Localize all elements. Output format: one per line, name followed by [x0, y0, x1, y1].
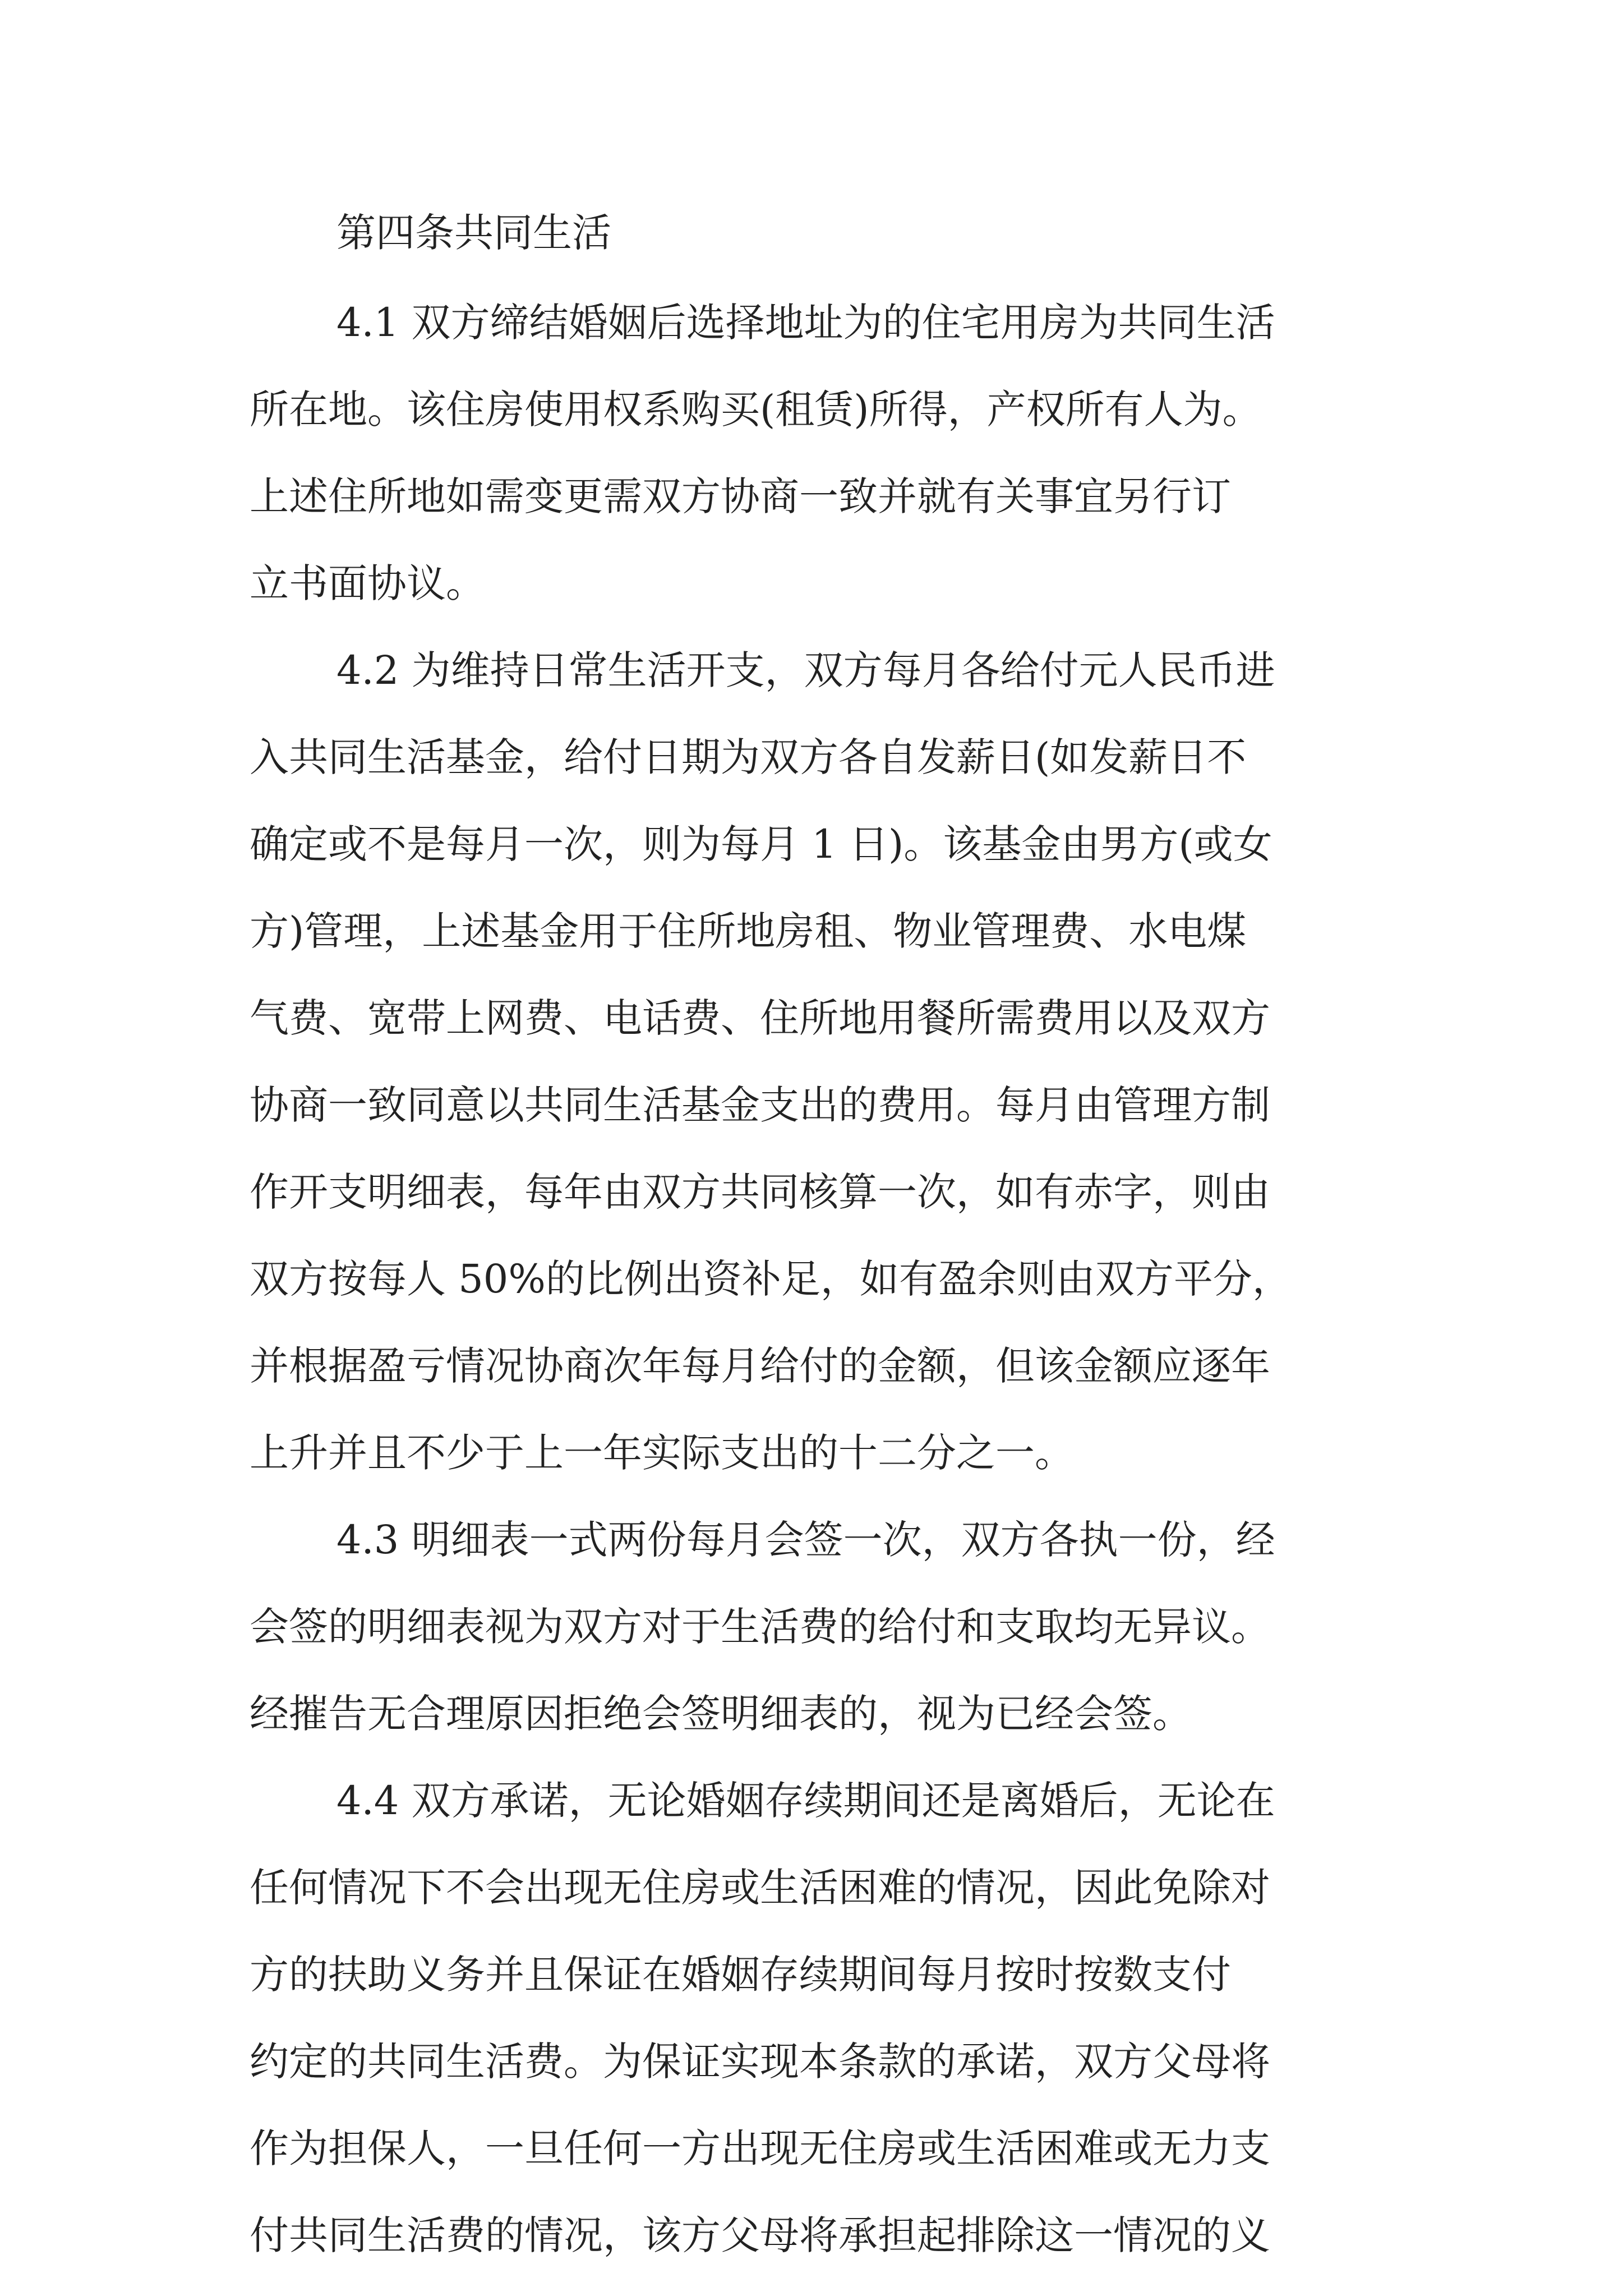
paragraph-line: 双方按每人 50%的比例出资补足，如有盈余则由双方平分， — [250, 1256, 1292, 1302]
paragraph-line: 确定或不是每月一次，则为每月 1 日)。该基金由男方(或女 — [250, 821, 1272, 867]
paragraph-line: 会签的明细表视为双方对于生活费的给付和支取均无异议。 — [250, 1604, 1270, 1650]
paragraph-line: 作为担保人，一旦任何一方出现无住房或生活困难或无力支 — [250, 2125, 1270, 2171]
paragraph-line: 任何情况下不会出现无住房或生活困难的情况，因此免除对 — [250, 1865, 1270, 1911]
paragraph-line: 4.3 明细表一式两份每月会签一次，双方各执一份，经 — [336, 1517, 1275, 1563]
paragraph-line: 约定的共同生活费。为保证实现本条款的承诺，双方父母将 — [250, 2039, 1270, 2085]
paragraph-line: 气费、宽带上网费、电话费、住所地用餐所需费用以及双方 — [250, 995, 1270, 1041]
paragraph-line: 4.2 为维持日常生活开支，双方每月各给付元人民币进 — [336, 647, 1275, 693]
paragraph-line: 付共同生活费的情况，该方父母将承担起排除这一情况的义 — [250, 2212, 1270, 2258]
paragraph-line: 入共同生活基金，给付日期为双方各自发薪日(如发薪日不 — [250, 734, 1247, 780]
paragraph-line: 协商一致同意以共同生活基金支出的费用。每月由管理方制 — [250, 1082, 1270, 1128]
paragraph-line: 立书面协议。 — [250, 560, 485, 606]
paragraph-line: 4.4 双方承诺，无论婚姻存续期间还是离婚后，无论在 — [336, 1778, 1275, 1824]
paragraph-line: 上述住所地如需变更需双方协商一致并就有关事宜另行订 — [250, 473, 1231, 519]
paragraph-line: 所在地。该住房使用权系购买(租赁)所得，产权所有人为。 — [250, 386, 1262, 432]
paragraph-line: 方的扶助义务并且保证在婚姻存续期间每月按时按数支付 — [250, 1952, 1231, 1998]
paragraph-line: 作开支明细表，每年由双方共同核算一次，如有赤字，则由 — [250, 1169, 1270, 1215]
paragraph-line: 经摧告无合理原因拒绝会签明细表的，视为已经会签。 — [250, 1691, 1192, 1737]
paragraph-line: 方)管理，上述基金用于住所地房租、物业管理费、水电煤 — [250, 908, 1247, 954]
section-heading: 第四条共同生活 — [336, 210, 611, 256]
paragraph-line: 并根据盈亏情况协商次年每月给付的金额，但该金额应逐年 — [250, 1343, 1270, 1389]
paragraph-line: 4.1 双方缔结婚姻后选择地址为的住宅用房为共同生活 — [336, 300, 1275, 346]
paragraph-line: 上升并且不少于上一年实际支出的十二分之一。 — [250, 1430, 1074, 1476]
